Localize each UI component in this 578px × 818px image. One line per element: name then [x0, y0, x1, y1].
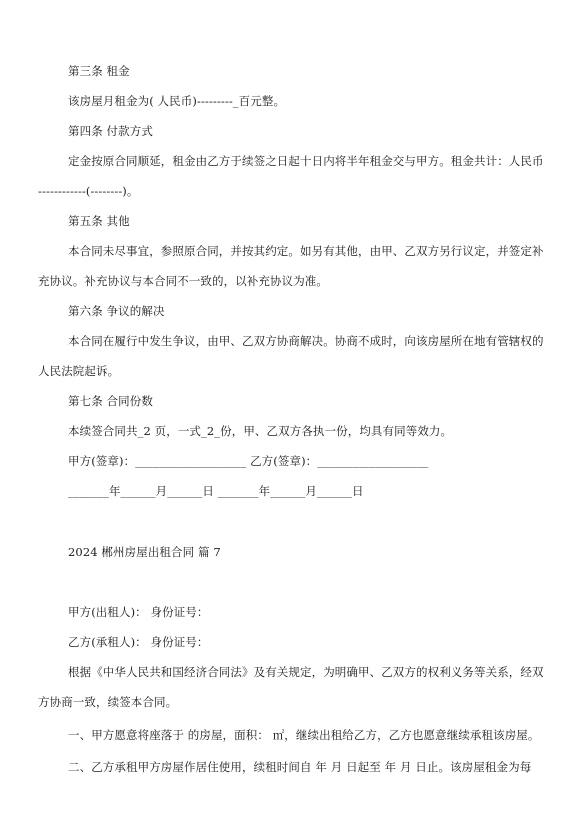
article3-body: 该房屋月租金为( 人民币)---------_百元整。 — [68, 94, 286, 108]
article5-body-line1: 本合同未尽事宜，参照原合同，并按其约定。如另有其他，由甲、乙双方另行议定，并签定补 — [68, 244, 544, 258]
article7-body: 本续签合同共_2 页，一式_2_份，甲、乙双方各执一份，均具有同等效力。 — [68, 424, 453, 438]
clause2-line: 二、乙方承租甲方房屋作居住使用，续租时间自 年 月 日起至 年 月 日止。该房屋租金为每 — [68, 760, 532, 774]
clause1-line: 一、甲方愿意将座落于 的房屋，面积： ㎡，继续出租给乙方，乙方也愿意继续承租该房屋。 — [68, 728, 540, 742]
article6-heading: 第六条 争议的解决 — [68, 304, 165, 318]
intro-line1: 根据《中华人民共和国经济合同法》及有关规定，为明确甲、乙双方的权利义务等关系，经双 — [68, 665, 544, 679]
signature-line: 甲方(签章)：___________________ 乙方(签章)：___________________ — [68, 454, 429, 468]
article3-heading: 第三条 租金 — [68, 64, 130, 78]
party-b-line: 乙方(承租人)： 身份证号： — [68, 635, 209, 649]
intro-line2: 方协商一致，续签本合同。 — [38, 695, 178, 709]
article4-body-line2: ------------(--------)。 — [38, 184, 139, 198]
article5-body-line2: 充协议。补充协议与本合同不一致的，以补充协议为准。 — [38, 274, 328, 288]
section-title: 2024 郴州房屋出租合同 篇 7 — [68, 545, 221, 559]
article6-body-line2: 人民法院起诉。 — [38, 364, 120, 378]
article7-heading: 第七条 合同份数 — [68, 394, 153, 408]
article4-heading: 第四条 付款方式 — [68, 124, 153, 138]
article6-body-line1: 本合同在履行中发生争议，由甲、乙双方协商解决。协商不成时，向该房屋所在地有管辖权的 — [68, 334, 544, 348]
party-a-line: 甲方(出租人)： 身份证号： — [68, 605, 209, 619]
signature-dates: _______年______月______日 _______年______月______日 — [68, 484, 364, 498]
article5-heading: 第五条 其他 — [68, 214, 130, 228]
article4-body-line1: 定金按原合同顺延，租金由乙方于续签之日起十日内将半年租金交与甲方。租金共计：人民币 — [68, 154, 544, 168]
